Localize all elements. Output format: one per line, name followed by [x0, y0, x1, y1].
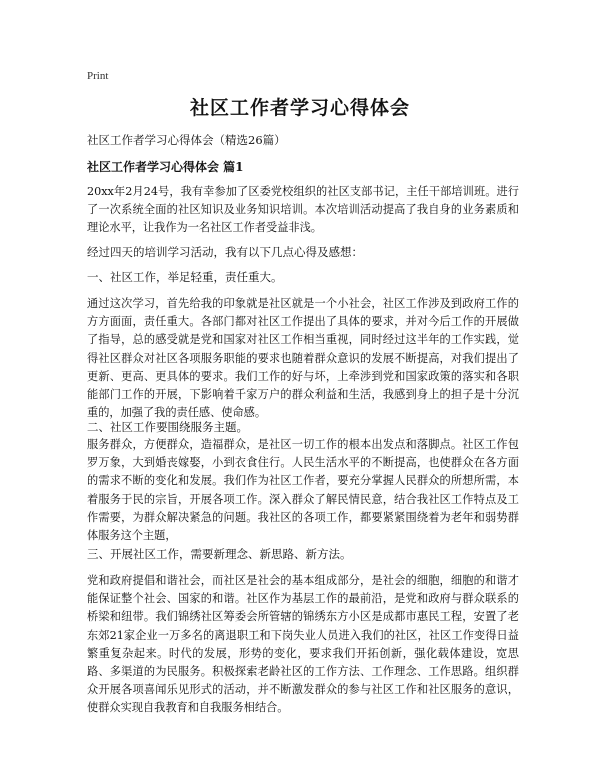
intro-paragraph: 20xx年2月24号，我有幸参加了区委党校组织的社区支部书记，主任干部培训班。进行了一次系统全面的社区知识及业务知识培训。本次培训活动提高了我自身的业务素质和理论水平，让我作为一名社区工作者受益非浅。 [87, 185, 519, 235]
section3-title: 三、开展社区工作，需要新理念、新思路、新方法。 [87, 547, 352, 561]
lead-paragraph: 经过四天的培训学习活动，我有以下几点心得及感想： [87, 245, 363, 259]
print-label: Print [87, 70, 109, 82]
section3-body: 党和政府提倡和谐社会，而社区是社会的基本组成部分，是社会的细胞，细胞的和谐才能保证整个社会、国家的和谐。社区作为基层工作的最前沿，是党和政府与群众联系的桥梁和纽带。我们锦绣社区筹委会所管辖的锦绣东方小区是成都市惠民工程，安置了老东郊21家企业一万多名的离退职工和下岗失业人员进入我们的社区，社区工作变得日益繁重复杂起来。时代的发展，形势的变化，要求我们开拓创新，强化载体建设，宽思路、多渠道的为民服务。积极探索老龄社区的工作方法、工作理念、工作思路。组织群众开展各项喜闻乐见形式的活动，并不断激发群众的参与社区工作和社区服务的意识，使群众实现自我教育和自我服务相结合。 [87, 574, 519, 715]
section2-title: 二、社区工作要围绕服务主题。 [87, 420, 248, 434]
document-subtitle: 社区工作者学习心得体会（精选26篇） [87, 133, 286, 147]
section2-body: 服务群众，方便群众，造福群众，是社区一切工作的根本出发点和落脚点。社区工作包罗万象，大到婚丧嫁娶，小到衣食住行。人民生活水平的不断提高，也使群众在各方面的需求不断的变化和发展。我们作为社区工作者，要充分掌握人民群众的所想所需，本着服务于民的宗旨，开展各项工作。深入群众了解民情民意，结合我社区工作特点及工作需要，为群众解决紧急的问题。我社区的各项工作，都要紧紧围绕着为老年和弱势群体服务这个主题， [87, 438, 519, 543]
article-heading: 社区工作者学习心得体会 篇1 [87, 160, 244, 174]
section1-body: 通过这次学习，首先给我的印象就是社区就是一个小社会，社区工作涉及到政府工作的方方面面，责任重大。各部门都对社区工作提出了具体的要求，并对今后工作的开展做了指导，总的感受就是党和国家对社区工作相当重视，同时经过这半年的工作实践，觉得社区群众对社区各项服务职能的要求也随着群众意识的发展不断提高，对我们提出了更新、更高、更具体的要求。我们工作的好与坏，上牵涉到党和国家政策的落实和各职能部门工作的开展，下影响着千家万户的群众利益和生活，我感到身上的担子是十分沉重的，加强了我的责任感、使命感。 [87, 297, 519, 420]
section1-title: 一、社区工作，举足轻重，责任重大。 [87, 270, 283, 284]
page-title: 社区工作者学习心得体会 [189, 97, 410, 119]
